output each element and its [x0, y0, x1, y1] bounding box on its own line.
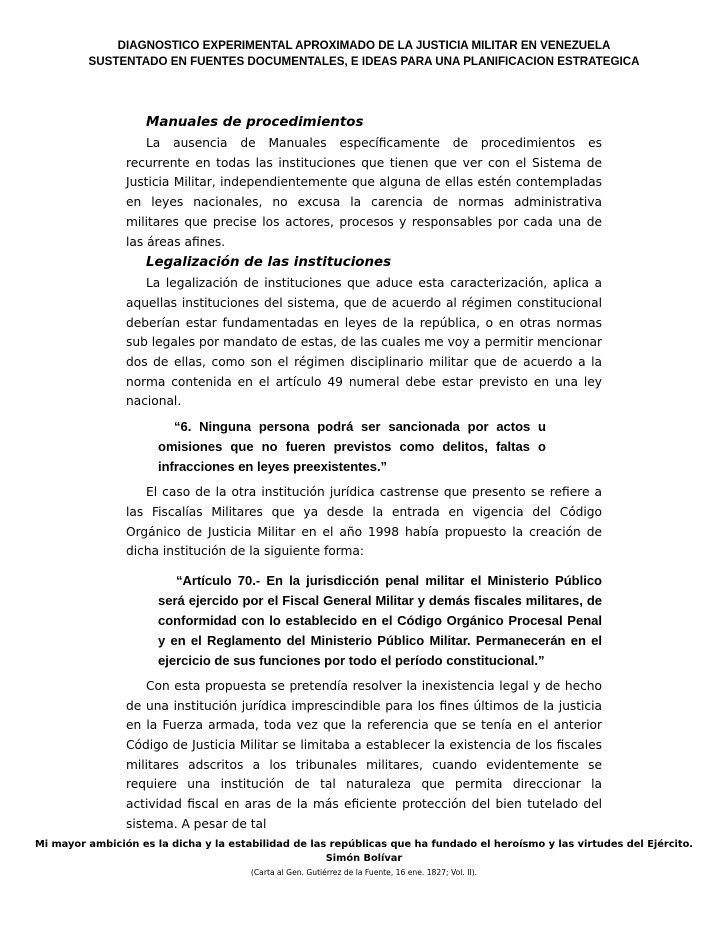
- paragraph-legalizacion: La legalización de instituciones que aduce esta caracterización, aplica a aquellas instituciones del sistema, que de acuerdo al régimen constitucional deberían estar fundamentadas en leyes de la república, o en otras normas sub legales por mandato de estas, de las cuales me voy a permitir mencionar dos de ellas, como son el régimen disciplinario militar que de acuerdo a la norma contenida en el artículo 49 numeral debe estar previsto en una ley nacional.: [126, 276, 602, 409]
- header-line-2: SUSTENTADO EN FUENTES DOCUMENTALES, E IDEAS PARA UNA PLANIFICACION ESTRATEGICA: [88, 55, 640, 68]
- footer-quote: Mi mayor ambición es la dicha y la estabilidad de las repúblicas que ha fundado el heroísmo y las virtudes del Ejército.: [34, 839, 694, 850]
- paragraph-propuesta: Con esta propuesta se pretendía resolver la inexistencia legal y de hecho de una institución jurídica imprescindible para los fines últimos de la justicia en la Fuerza armada, toda vez que la referencia que se tenía en el anterior Código de Justicia Militar se limitaba a establecer la existencia de los fiscales militares adscritos a los tribunales militares, cuando evidentemente se requiere una institución de tal naturaleza que permita direccionar la actividad fiscal en aras de la más eficiente protección del bien tutelado del sistema. A pesar de tal: [126, 678, 602, 831]
- footer-author: Simón Bolívar: [325, 853, 403, 864]
- section-heading-legalizacion: Legalización de las instituciones: [146, 255, 392, 271]
- document-body: [126, 110, 602, 835]
- block-quote-articulo-70: “Artículo 70.- En la jurisdicción penal militar el Ministerio Público será ejercido por el Fiscal General Militar y demás fiscales militares, de conformidad con lo establecido en el Código Orgánico Procesal Penal y en el Reglamento del Ministerio Público Militar. Permanecerán en el ejercicio de sus funciones por todo el período constitucional.”: [158, 572, 602, 668]
- paragraph-fiscalias: El caso de la otra institución jurídica castrense que presento se refiere a las Fiscalías Militares que ya desde la entrada en vigencia del Código Orgánico de Justicia Militar en el año 1998 había propuesto la creación de dicha institución de la siguiente forma:: [126, 485, 602, 559]
- header-line-1: DIAGNOSTICO EXPERIMENTAL APROXIMADO DE LA JUSTICIA MILITAR EN VENEZUELA: [117, 39, 611, 52]
- footer-citation: (Carta al Gen. Gutiérrez de la Fuente, 16 ene. 1827; Vol. II).: [250, 868, 478, 877]
- page-header: [0, 38, 728, 70]
- page-footer: [0, 838, 728, 879]
- paragraph-manuales: La ausencia de Manuales específicamente de procedimientos es recurrente en todas las instituciones que tienen que ver con el Sistema de Justicia Militar, independientemente que alguna de ellas estén contempladas en leyes nacionales, no excusa la carencia de normas administrativa militares que precise los actores, procesos y responsables por cada una de las áreas afines.: [126, 136, 602, 249]
- block-quote-numeral-6: “6. Ninguna persona podrá ser sancionada por actos u omisiones que no fueren previstos como delitos, faltas o infracciones en leyes preexistentes.”: [158, 419, 546, 475]
- section-heading-manuales: Manuales de procedimientos: [146, 115, 364, 130]
